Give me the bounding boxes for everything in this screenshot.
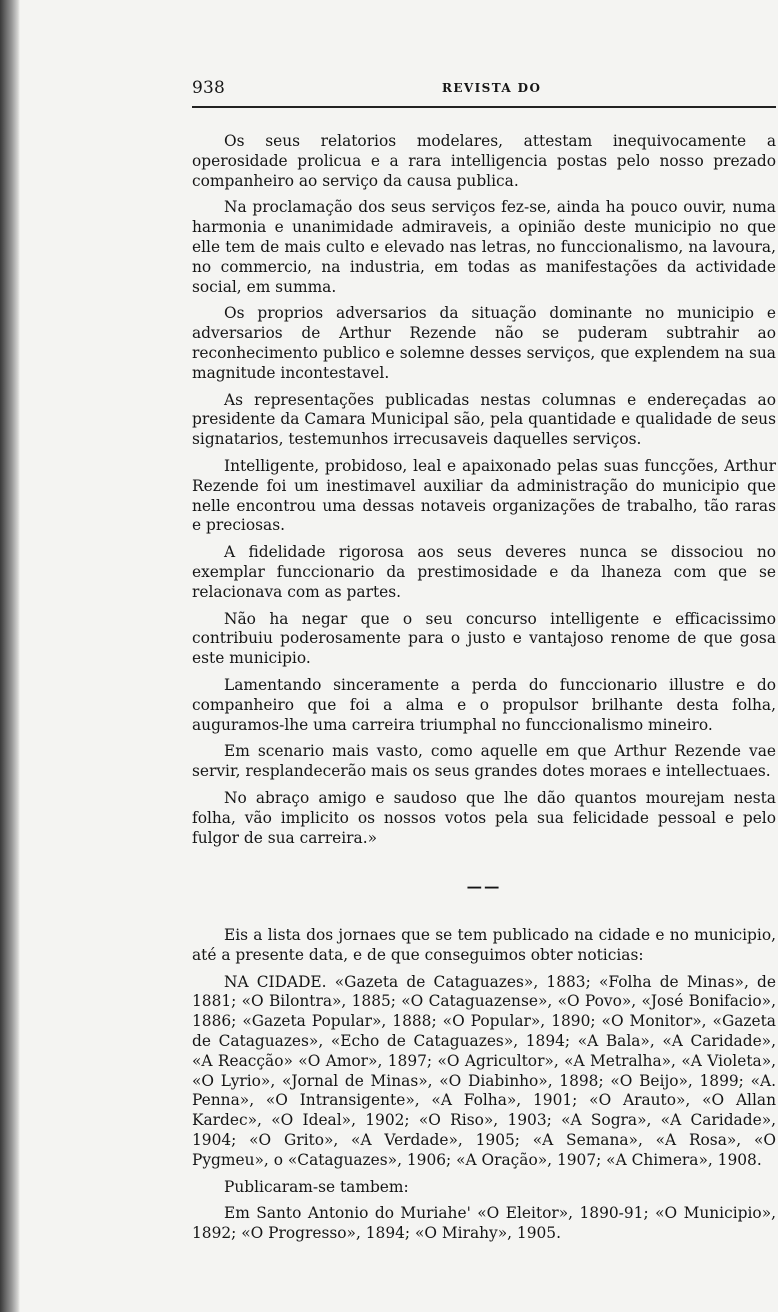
paragraph-3: Os proprios adversarios da situação dominante no municipio e adversarios de Arthur Rezende não se puderam subtrahir ao reconhecimento publico e solemne desses serviços, que explendem na sua magnitude incontestavel. [192,304,776,382]
header-rule [192,106,776,108]
paragraph-1: Os seus relatorios modelares, attestam inequivocamente a operosidade prolicua e a rara intelligencia postas pelo nosso prezado companheiro ao serviço da causa publica. [192,132,776,190]
paragraph-8: Lamentando sinceramente a perda do funccionario illustre e do companheiro que foi a alma e o propulsor brilhante desta folha, auguramos-lhe uma carreira triumphal no funccionalismo mineiro. [192,675,776,734]
paragraph-7: Não ha negar que o seu concurso intelligente e efficacissimo contribuiu poderosamente para o justo e vantajoso renome de que gosa este municipio. [192,609,776,668]
newspaper-list-intro: Eis a lista dos jornaes que se tem publicado na cidade e no municipio, até a presente data, e de que conseguimos obter noticias: [192,926,776,964]
paragraph-9: Em scenario mais vasto, como aquelle em que Arthur Rezende vae servir, resplandecerão mais os seus grandes dotes moraes e intellectuaes. [192,742,776,781]
paragraph-2: Na proclamação dos seus serviços fez-se, ainda ha pouco ouvir, numa harmonia e unanimidade admiraveis, a opinião deste municipio no que elle tem de mais culto e elevado nas letras, no funccionalismo, na lavoura, no commercio, na industria, em todas as manifestações da actividade social, em summa. [192,198,776,296]
page-binding-edge [0,0,20,1312]
paragraph-4: As representações publicadas nestas columnas e endereçadas ao presidente da Camara Municipal são, pela quantidade e qualidade de seus signatarios, testemunhos irrecusaveis daquelles serviços. [192,390,776,449]
body-text [192,132,776,1251]
paragraph-5: Intelligente, probidoso, leal e apaixonado pelas suas funcções, Arthur Rezende foi um inestimavel auxiliar da administração do municipio que nelle encontrou uma dessas notaveis organizações de trabalho, tão raras e preciosas. [192,456,776,535]
paragraph-10: No abraço amigo e saudoso que lhe dão quantos mourejam nesta folha, vão implicito os nossos votos pela sua felicidade pessoal e pelo fulgor de sua carreira.» [192,788,776,847]
city-newspaper-list: NA CIDADE. «Gazeta de Cataguazes», 1883; «Folha de Minas», de 1881; «O Bilontra», 1885; «O Cataguazense», «O Povo», «José Bonifacio», 1886; «Gazeta Popular», 1888; «O Popular», 1890; «O Monitor», «Gazeta de Cataguazes», «Echo de Cataguazes», 1894; «A Bala», «A Caridade», «A Reacção» «O Amor», 1897; «O Agricultor», «A Metralha», «A Violeta», «O Lyrio», «Jornal de Minas», «O Diabinho», 1898; «O Beijo», 1899; «A. Penna», «O Intransigente», «A Folha», 1901; «O Arauto», «O Allan Kardec», «O Ideal», 1902; «O Riso», 1903; «A Sogra», «A Caridade», 1904; «O Grito», «A Verdade», 1905; «A Semana», «A Rosa», «O Pygmeu», o «Cataguazes», 1906; «A Oração», 1907; «A Chimera», 1908. [192,972,776,1169]
page-number: 938 [192,78,226,98]
paragraph-6: A fidelidade rigorosa aos seus deveres nunca se dissociou no exemplar funccionario da prestimosidade e da lhaneza com que se relacionava com as partes. [192,543,776,601]
section-divider: —— [466,878,502,897]
running-title: REVISTA DO [442,81,542,95]
also-published-heading: Publicaram-se tambem: [224,1177,409,1196]
other-newspaper-list: Em Santo Antonio do Muriahe' «O Eleitor», 1890-91; «O Municipio», 1892; «O Progresso», 1894; «O Mirahy», 1905. [192,1204,776,1243]
running-header [192,78,776,98]
